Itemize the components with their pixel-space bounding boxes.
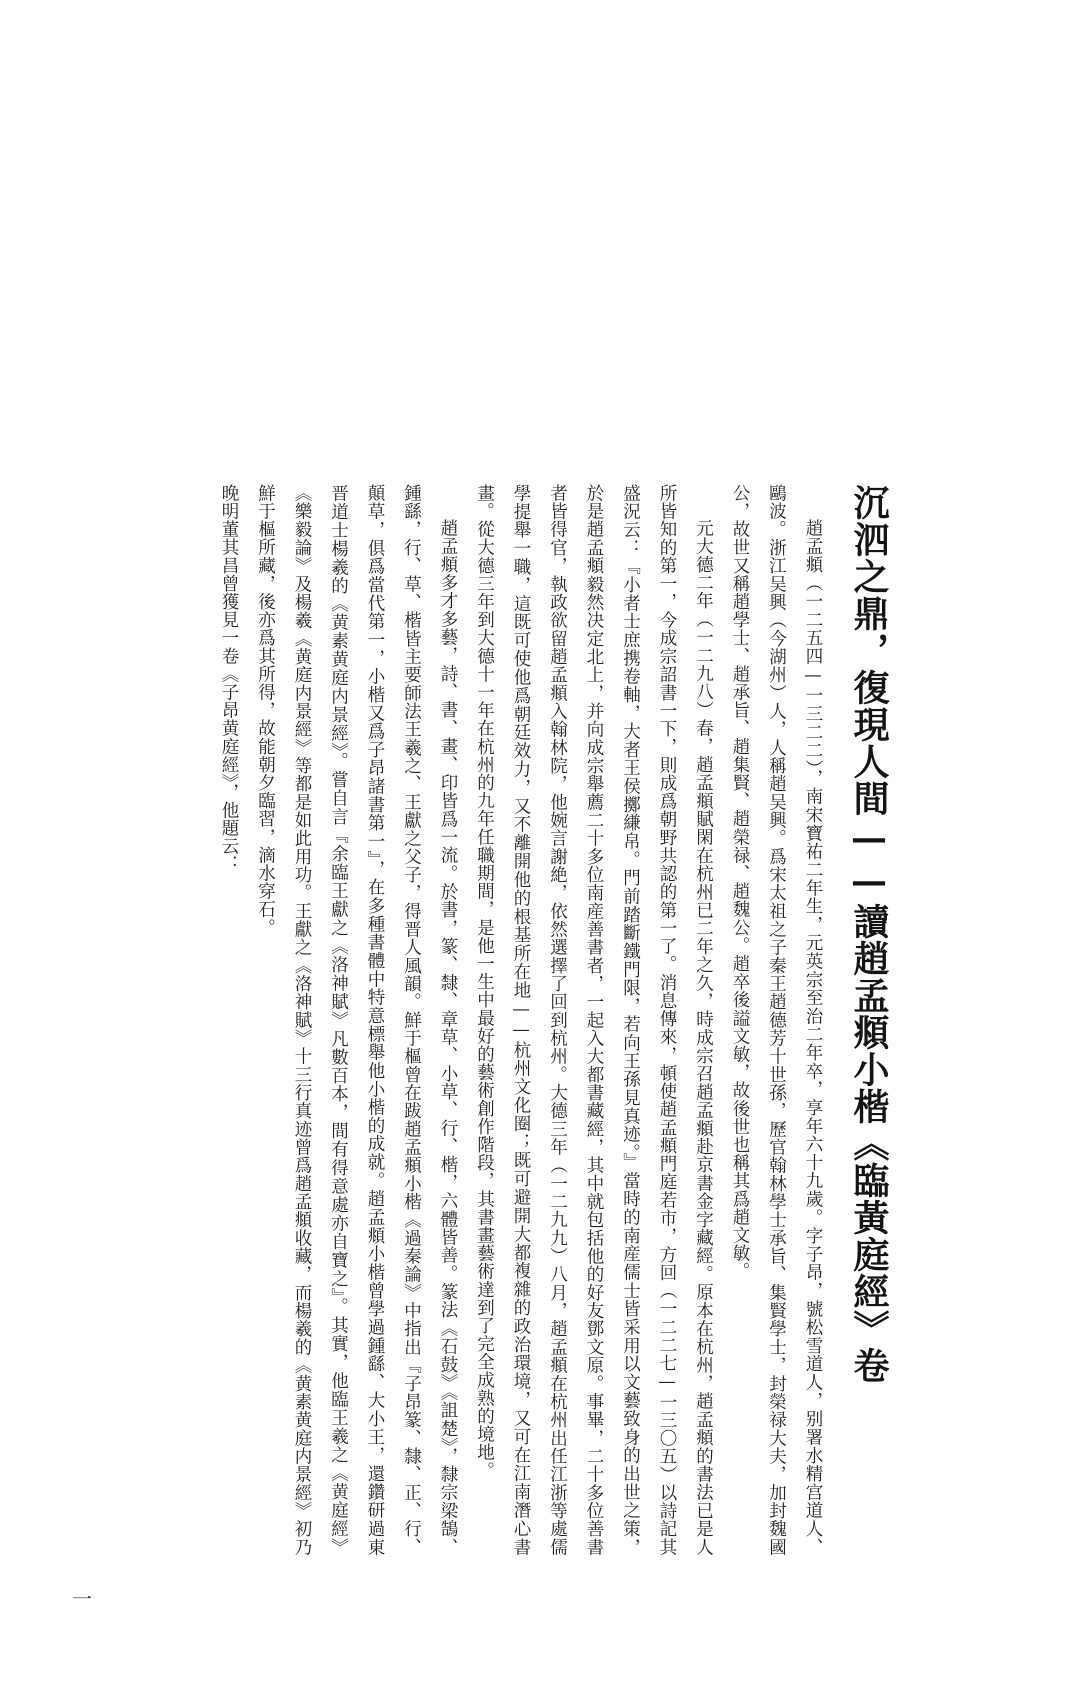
paragraph-dade-period: 元大德二年（一二九八）春，趙孟頫賦閑在杭州已二年之久，時成宗召趙孟頫赴京書金字藏經。原本在杭州，趙孟頫的書法已是人所皆知的第一，今成宗詔書一下，則成爲朝野共認的第一了。消息傳來，頓使趙孟頫門庭若市，方回（一二二七—一三〇五）以詩記其盛況云：『小者士庶携卷軸，大者王侯擲縑帛。門前踏斷鐵門限，若向王孫見真迹。』當時的南産儒士皆采用以文藝致身的出世之策，於是趙孟頫毅然决定北上，并向成宗舉薦二十多位南産善書者，一起入大都書藏經，其中就包括他的好友鄧文原。事畢，二十多位善書者皆得官，執政欲留趙孟頫入翰林院，他婉言謝絶，依然選擇了回到杭州。大德三年（一二九九）八月，趙孟頫在杭州出任江浙等處儒學提舉一職，這既可使他爲朝廷效力，又不離開他的根基所在地——杭州文化圈；既可避開大都複雜的政治環境，又可在江南潛心書畫。從大德三年到大德十一年在杭州的九年任職期間，是他一生中最好的藝術創作階段，其書畫藝術達到了完全成熟的境地。 bbox=[474, 484, 714, 1556]
paragraph-calligraphy-styles: 趙孟頫多才多藝，詩、書、畫、印皆爲一流。於書，篆、隸、章草、小草、行、楷，六體皆善。篆法《石鼓》《詛楚》，隸宗梁鵠、鍾繇，行、草、楷皆主要師法王羲之、王獻之父子，得晋人風韻。鮮于樞曾在跋趙孟頫小楷《過秦論》中指出『子昂篆、隸、正、行、顛草，俱爲當代第一，小楷又爲子昂諸書第一』，在多種書體中特意標舉他小楷的成就。趙孟頫小楷曾學過鍾繇、大小王，還鑽研過東晋道士楊羲的《黄素黄庭内景經》。嘗自言『余臨王獻之《洛神賦》凡數百本，間有得意處亦自寶之』。其實，他臨王羲之《黄庭經》《樂毅論》及楊羲《黄庭内景經》等都是如此用功。王獻之《洛神賦》十三行真迹曾爲趙孟頫收藏，而楊羲的《黄素黄庭内景經》初乃鮮于樞所藏，後亦爲其所得，故能朝夕臨習，滴水穿石。 bbox=[255, 484, 458, 1556]
article-title: 沉泗之鼎，復現人間——讀趙孟頫小楷《臨黃庭經》卷 bbox=[848, 484, 890, 1384]
article-body bbox=[177, 484, 897, 1556]
paragraph-biography: 趙孟頫（一二五四—一三二二），南宋寶祐二年生，元英宗至治二年卒，享年六十九歲。字子昂，號松雪道人，别署水精宫道人、鷗波。浙江吴興（今湖州）人，人稱趙吴興。爲宋太祖之子秦王趙德芳十世孫，歷官翰林學士承旨、集賢學士，封榮禄大夫，加封魏國公，故世又稱趙學士、趙承旨、趙集賢、趙榮禄、趙魏公。趙卒後謚文敏，故後世也稱其爲趙文敏。 bbox=[730, 484, 823, 1556]
paragraph-dong-qichang: 晚明董其昌曾獲見一卷《子昂黄庭經》，他題云： bbox=[219, 484, 239, 874]
page-number: 一 bbox=[72, 1587, 92, 1611]
